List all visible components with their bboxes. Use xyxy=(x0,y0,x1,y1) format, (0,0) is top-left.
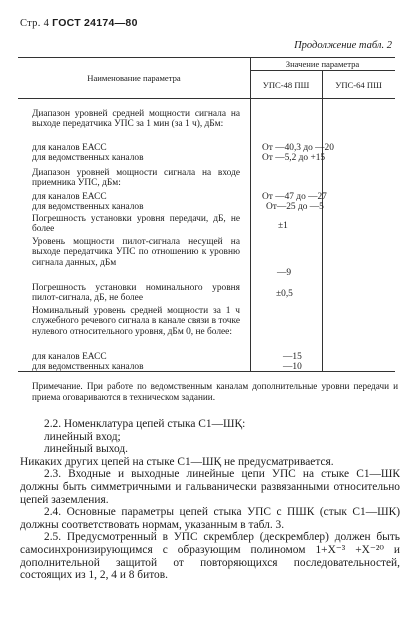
clause-2-5: 2.5. Предусмотренный в УПС скремблер (дескремблер) должен быть самосинхронизирующимся с образующим полиномом 1+X⁻³ +X⁻²⁰ и дополнительной защитой от повторяющихся последовательностей, состоящих из 1, 2, 4 и 8 битов. xyxy=(20,531,400,582)
clause-2-2-note: Никаких других цепей на стыке С1—ШҚ не предусматривается. xyxy=(20,455,334,468)
table-continuation-caption: Продолжение табл. 2 xyxy=(294,40,392,51)
page-label: Стр. 4 xyxy=(20,18,50,29)
param-row-2: для каналов ЕАСС xyxy=(32,143,107,153)
clause-2-4: 2.4. Основные параметры цепей стыка УПС с ПШК (стык С1—ШК) должны соответствовать нормам, указанным в табл. 3. xyxy=(20,506,400,531)
table-note: Примечание. При работе по ведомственным каналам дополнительные уровни передачи и приема оговариваются в техническом задании. xyxy=(32,381,398,402)
value-row-2: От —40,3 до —20 xyxy=(262,143,334,153)
clause-2-2-item-1: линейный вход; xyxy=(44,430,121,443)
value-row-8: —9 xyxy=(277,268,292,278)
value-row-11: —15 xyxy=(283,352,302,362)
param-row-3: для ведомственных каналов xyxy=(32,153,144,163)
column-divider-1 xyxy=(250,57,251,371)
table-top-rule xyxy=(18,57,395,58)
param-row-8: Уровень мощности пилот-сигнала несущей на выходе передатчика УПС по отношению к уровню сигнала данных, дБм xyxy=(32,237,240,268)
standard-number: 24174—80 xyxy=(83,17,138,29)
param-row-9: Погрешность установки номинального уровня пилот-сигнала, дБ, не более xyxy=(32,283,240,304)
param-row-7: Погрешность установки уровня передачи, дБ, не более xyxy=(32,214,240,235)
param-row-6: для ведомственных каналов xyxy=(32,202,144,212)
param-row-12: для ведомственных каналов xyxy=(32,362,144,372)
param-row-1: Диапазон уровней средней мощности сигнала на выходе передатчика УПС за 1 мин (за 1 ч), дБм: xyxy=(32,109,240,130)
param-row-4: Диапазон уровней мощности сигнала на входе приемника УПС, дБм: xyxy=(32,168,240,189)
header-bottom-rule xyxy=(18,98,395,99)
clause-2-2-item-2: линейный выход. xyxy=(44,443,129,456)
value-row-7: ±1 xyxy=(278,221,288,231)
value-row-5: От —47 до —27 xyxy=(262,192,327,202)
clause-2-2: 2.2. Номенклатура цепей стыка С1—ШҚ: xyxy=(44,418,246,430)
param-row-10: Номинальный уровень средней мощности за 1 ч служебного речевого сигнала в канале связи в точке нулевого относительного уровня, дБм 0, не более: xyxy=(32,306,240,337)
value-row-3: От —5,2 до +15 xyxy=(262,153,326,163)
value-row-9: ±0,5 xyxy=(276,289,293,299)
page-header xyxy=(20,17,138,29)
value-row-12: —10 xyxy=(283,362,302,372)
body-text xyxy=(20,418,400,582)
clause-2-3: 2.3. Входные и выходные линейные цепи УПС на стыке С1—ШК должны быть симметричными и гальванически развязанными относительно цепей заземления. xyxy=(20,468,400,506)
column-header-ups48: УПС-48 ПШ xyxy=(262,80,310,90)
param-row-5: для каналов ЕАСС xyxy=(32,192,107,202)
value-row-6: От—25 до —5 xyxy=(266,202,324,212)
column-header-value: Значение параметра xyxy=(285,59,360,69)
param-row-11: для каналов ЕАСС xyxy=(32,352,107,362)
column-header-ups64: УПС-64 ПШ xyxy=(335,80,382,90)
column-header-parameter: Наименование параметра xyxy=(87,73,181,83)
standard-label: ГОСТ xyxy=(52,17,81,29)
